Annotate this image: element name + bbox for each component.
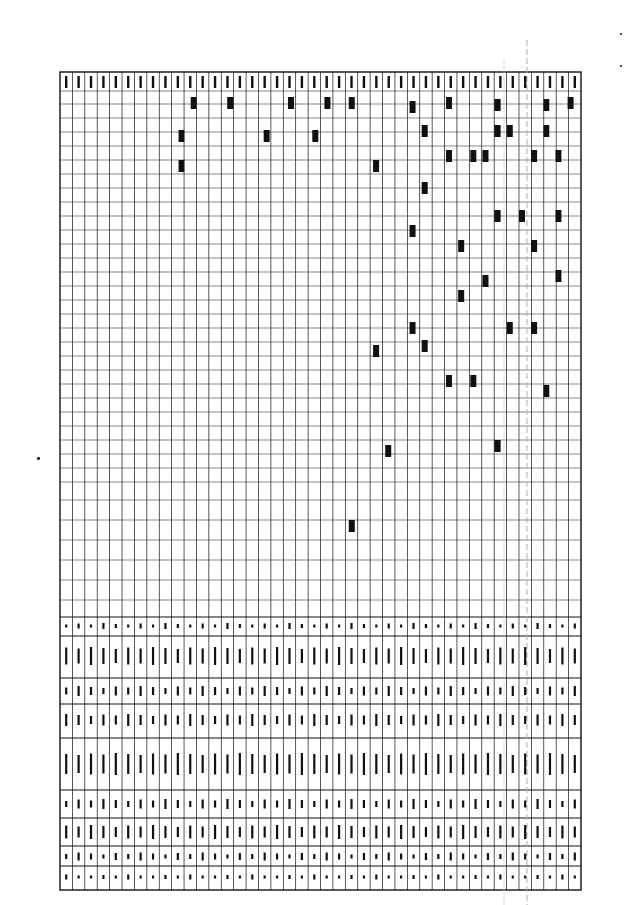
row-separators <box>72 72 568 890</box>
cell-entry-mark <box>531 150 537 162</box>
cell-entry-mark <box>349 97 355 109</box>
cell-entry-mark <box>179 130 185 142</box>
cell-entry-mark <box>543 125 549 137</box>
cell-entry-mark <box>227 97 233 109</box>
cell-entry-mark <box>385 445 391 457</box>
cell-entry-mark <box>422 125 428 137</box>
cell-entry-mark <box>264 130 270 142</box>
cell-entry-mark <box>191 97 197 109</box>
cell-entry-mark <box>568 97 574 109</box>
cell-entry-mark <box>519 210 525 222</box>
cell-entry-mark <box>495 125 501 137</box>
cell-entry-mark <box>495 210 501 222</box>
cell-entry-mark <box>410 101 416 113</box>
cell-entry-mark <box>446 97 452 109</box>
cell-entry-mark <box>543 99 549 111</box>
cell-entry-mark <box>495 99 501 111</box>
cell-entry-mark <box>458 290 464 302</box>
cell-entry-mark <box>555 210 561 222</box>
cell-entry-mark <box>324 97 330 109</box>
scan-speck <box>620 65 622 67</box>
cell-entry-mark <box>458 240 464 252</box>
cell-entry-mark <box>482 275 488 287</box>
cell-entry-mark <box>410 225 416 237</box>
cell-entry-mark <box>470 375 476 387</box>
cell-entry-mark <box>373 345 379 357</box>
cell-entry-mark <box>422 182 428 194</box>
cell-entry-mark <box>288 97 294 109</box>
cell-entry-mark <box>531 322 537 334</box>
cell-entry-mark <box>482 150 488 162</box>
cell-entry-mark <box>179 160 185 172</box>
cell-entry-mark <box>507 125 513 137</box>
cell-entry-mark <box>543 385 549 397</box>
cell-entry-mark <box>555 270 561 282</box>
cell-entry-mark <box>555 150 561 162</box>
scan-speck <box>37 457 40 460</box>
scan-speck <box>620 33 622 35</box>
cell-entry-mark <box>446 150 452 162</box>
cell-entry-mark <box>373 160 379 172</box>
cell-entry-mark <box>422 340 428 352</box>
cell-entry-mark <box>410 322 416 334</box>
cell-entry-marks <box>179 97 574 532</box>
cell-entry-mark <box>507 322 513 334</box>
cell-entry-mark <box>312 130 318 142</box>
cell-entry-mark <box>446 375 452 387</box>
cell-entry-mark <box>495 440 501 452</box>
cell-entry-mark <box>470 150 476 162</box>
cell-entry-mark <box>349 520 355 532</box>
cell-entry-mark <box>531 240 537 252</box>
